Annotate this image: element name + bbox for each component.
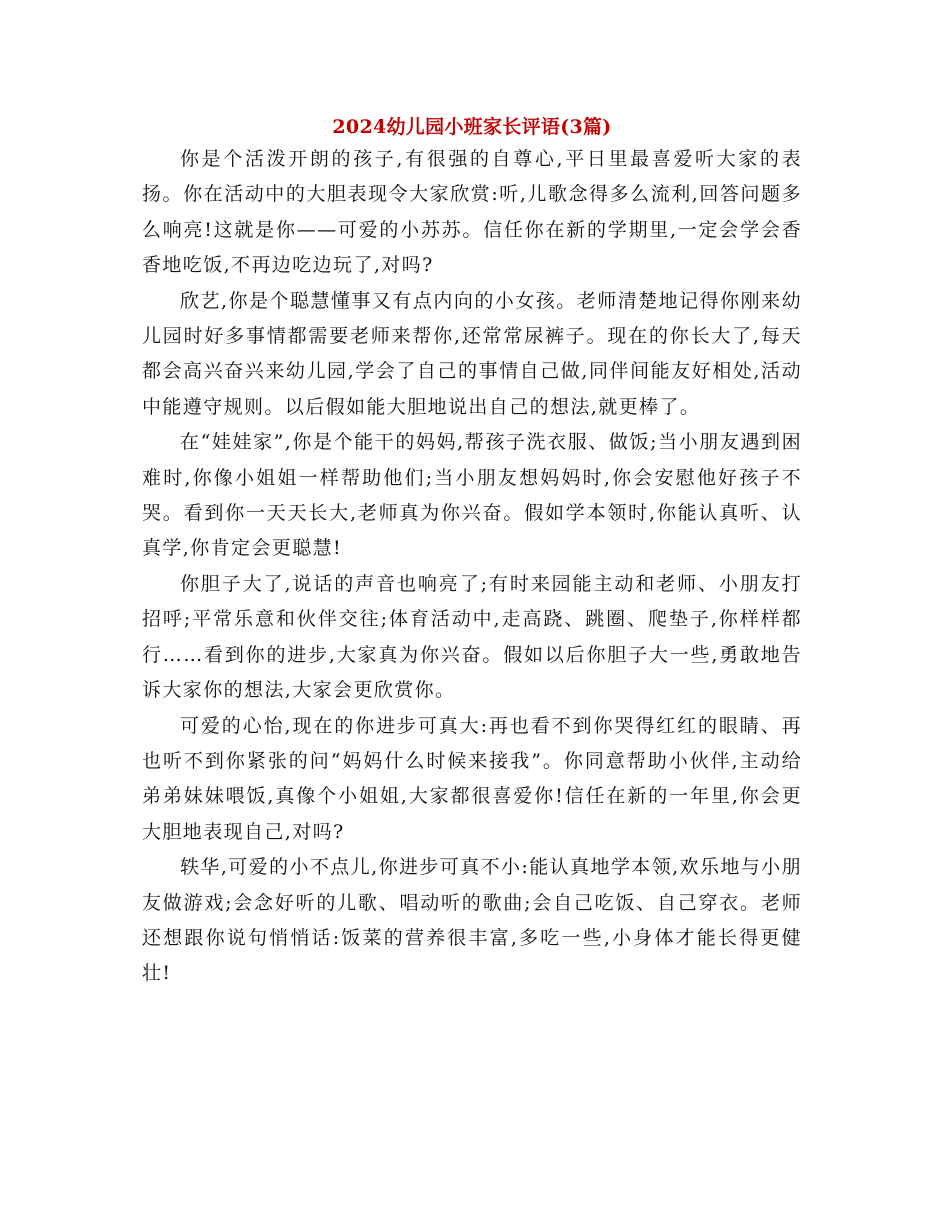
paragraph-1: 你是个活泼开朗的孩子,有很强的自尊心,平日里最喜爱听大家的表扬。你在活动中的大胆表现令大家欣赏:听,儿歌念得多么流利,回答问题多么响亮!这就是你——可爱的小苏苏。信任你在新的学期里,一定会学会香香地吃饭,不再边吃边玩了,对吗? — [142, 148, 802, 277]
document-page — [142, 112, 802, 992]
paragraph-6: 轶华,可爱的小不点儿,你进步可真不小:能认真地学本领,欢乐地与小朋友做游戏;会念好听的儿歌、唱动听的歌曲;会自己吃饭、自己穿衣。老师还想跟你说句悄悄话:饭菜的营养很丰富,多吃一些,小身体才能长得更健壮! — [142, 856, 802, 985]
document-title: 2024幼儿园小班家长评语(3篇) — [332, 116, 612, 138]
paragraph-3: 在“娃娃家”,你是个能干的妈妈,帮孩子洗衣服、做饭;当小朋友遇到困难时,你像小姐姐一样帮助他们;当小朋友想妈妈时,你会安慰他好孩子不哭。看到你一天天长大,老师真为你兴奋。假如学本领时,你能认真听、认真学,你肯定会更聪慧! — [142, 431, 802, 560]
paragraph-5: 可爱的心怡,现在的你进步可真大:再也看不到你哭得红红的眼睛、再也听不到你紧张的问“妈妈什么时候来接我”。你同意帮助小伙伴,主动给弟弟妹妹喂饭,真像个小姐姐,大家都很喜爱你!信任在新的一年里,你会更大胆地表现自己,对吗? — [142, 714, 802, 843]
paragraph-4: 你胆子大了,说话的声音也响亮了;有时来园能主动和老师、小朋友打招呼;平常乐意和伙伴交往;体育活动中,走高跷、跳圈、爬垫子,你样样都行……看到你的进步,大家真为你兴奋。假如以后你胆子大一些,勇敢地告诉大家你的想法,大家会更欣赏你。 — [142, 572, 802, 702]
paragraph-2: 欣艺,你是个聪慧懂事又有点内向的小女孩。老师清楚地记得你刚来幼儿园时好多事情都需要老师来帮你,还常常尿裤子。现在的你长大了,每天都会高兴奋兴来幼儿园,学会了自己的事情自己做,同伴间能友好相处,活动中能遵守规则。以后假如能大胆地说出自己的想法,就更棒了。 — [142, 289, 802, 418]
